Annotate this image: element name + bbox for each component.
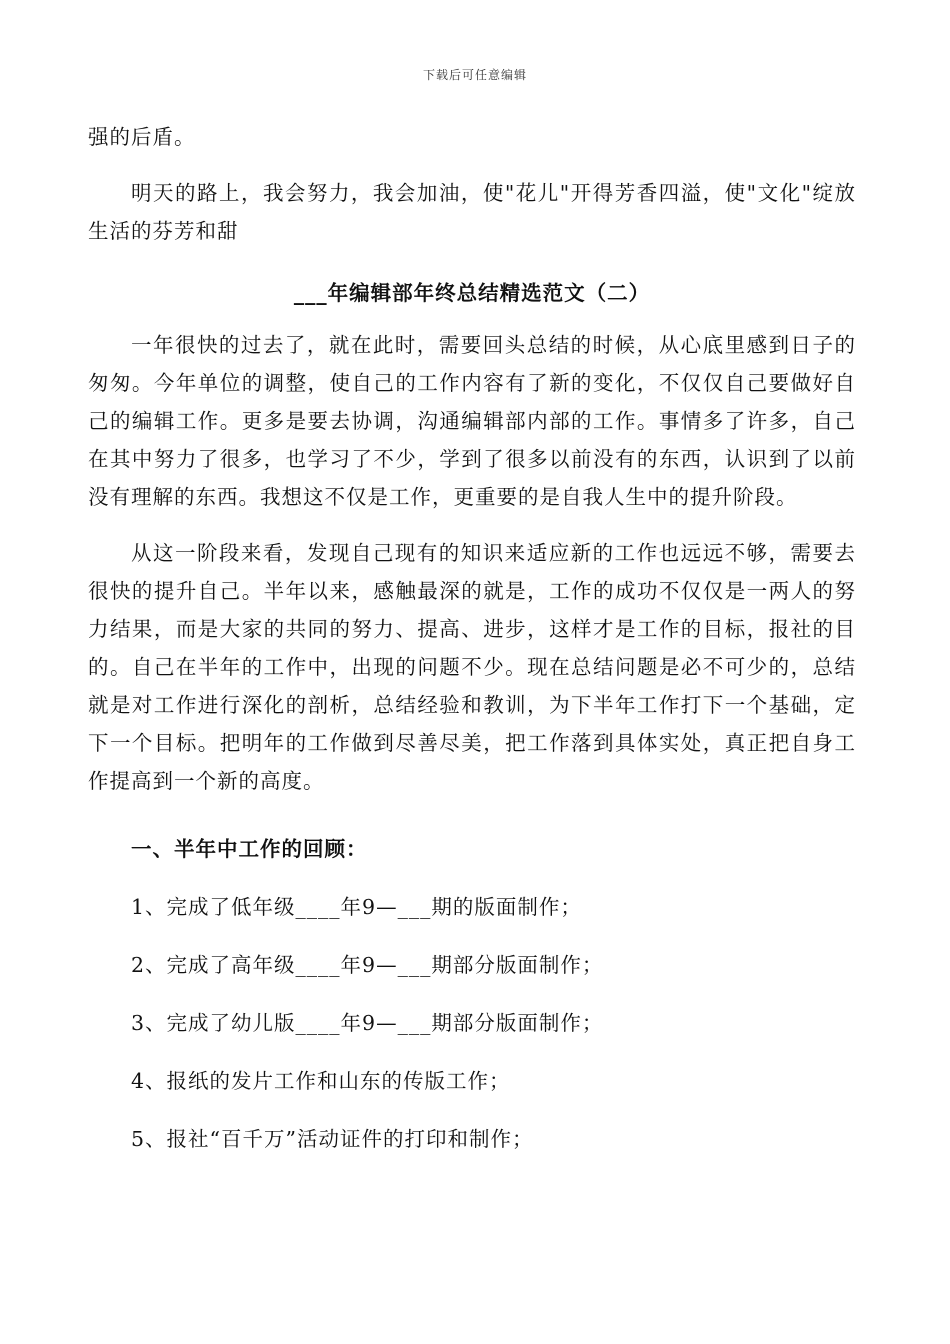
document-body xyxy=(88,118,856,1158)
header-note: 下载后可任意编辑 xyxy=(422,68,527,82)
body-paragraph-2: 从这一阶段来看，发现自己现有的知识来适应新的工作也远远不够，需要去很快的提升自己。半年以来，感触最深的就是，工作的成功不仅仅是一两人的努力结果，而是大家的共同的努力、提高、进步，这样才是工作的目标，报社的目的。自己在半年的工作中，出现的问题不少。现在总结问题是必不可少的，总结就是对工作进行深化的剖析，总结经验和教训，为下半年工作打下一个基础，定下一个目标。把明年的工作做到尽善尽美，把工作落到具体实处，真正把自身工作提高到一个新的高度。 xyxy=(88,541,856,793)
section-heading: 一、半年中工作的回顾： xyxy=(131,837,368,861)
list-item: 4、报纸的发片工作和山东的传版工作； xyxy=(131,1069,511,1093)
paragraph-closing: 明天的路上，我会努力，我会加油，使"花儿"开得芳香四溢，使"文化"绽放生活的芬芳和甜 xyxy=(88,181,856,243)
paragraph-continuation: 强的后盾。 xyxy=(88,125,196,149)
list-item: 2、完成了高年级____年9—___期部分版面制作； xyxy=(131,953,604,977)
list-item: 3、完成了幼儿版____年9—___期部分版面制作； xyxy=(131,1011,604,1035)
body-paragraph-1: 一年很快的过去了，就在此时，需要回头总结的时候，从心底里感到日子的匆匆。今年单位的调整，使自己的工作内容有了新的变化，不仅仅自己要做好自己的编辑工作。更多是要去协调，沟通编辑部内部的工作。事情多了许多，自己在其中努力了很多，也学习了不少，学到了很多以前没有的东西，认识到了以前没有理解的东西。我想这不仅是工作，更重要的是自我人生中的提升阶段。 xyxy=(88,333,856,509)
list-item: 1、完成了低年级____年9—___期的版面制作； xyxy=(131,895,582,919)
list-item: 5、报社“百千万”活动证件的打印和制作； xyxy=(131,1127,534,1151)
document-title: ___年编辑部年终总结精选范文（二） xyxy=(293,281,651,305)
